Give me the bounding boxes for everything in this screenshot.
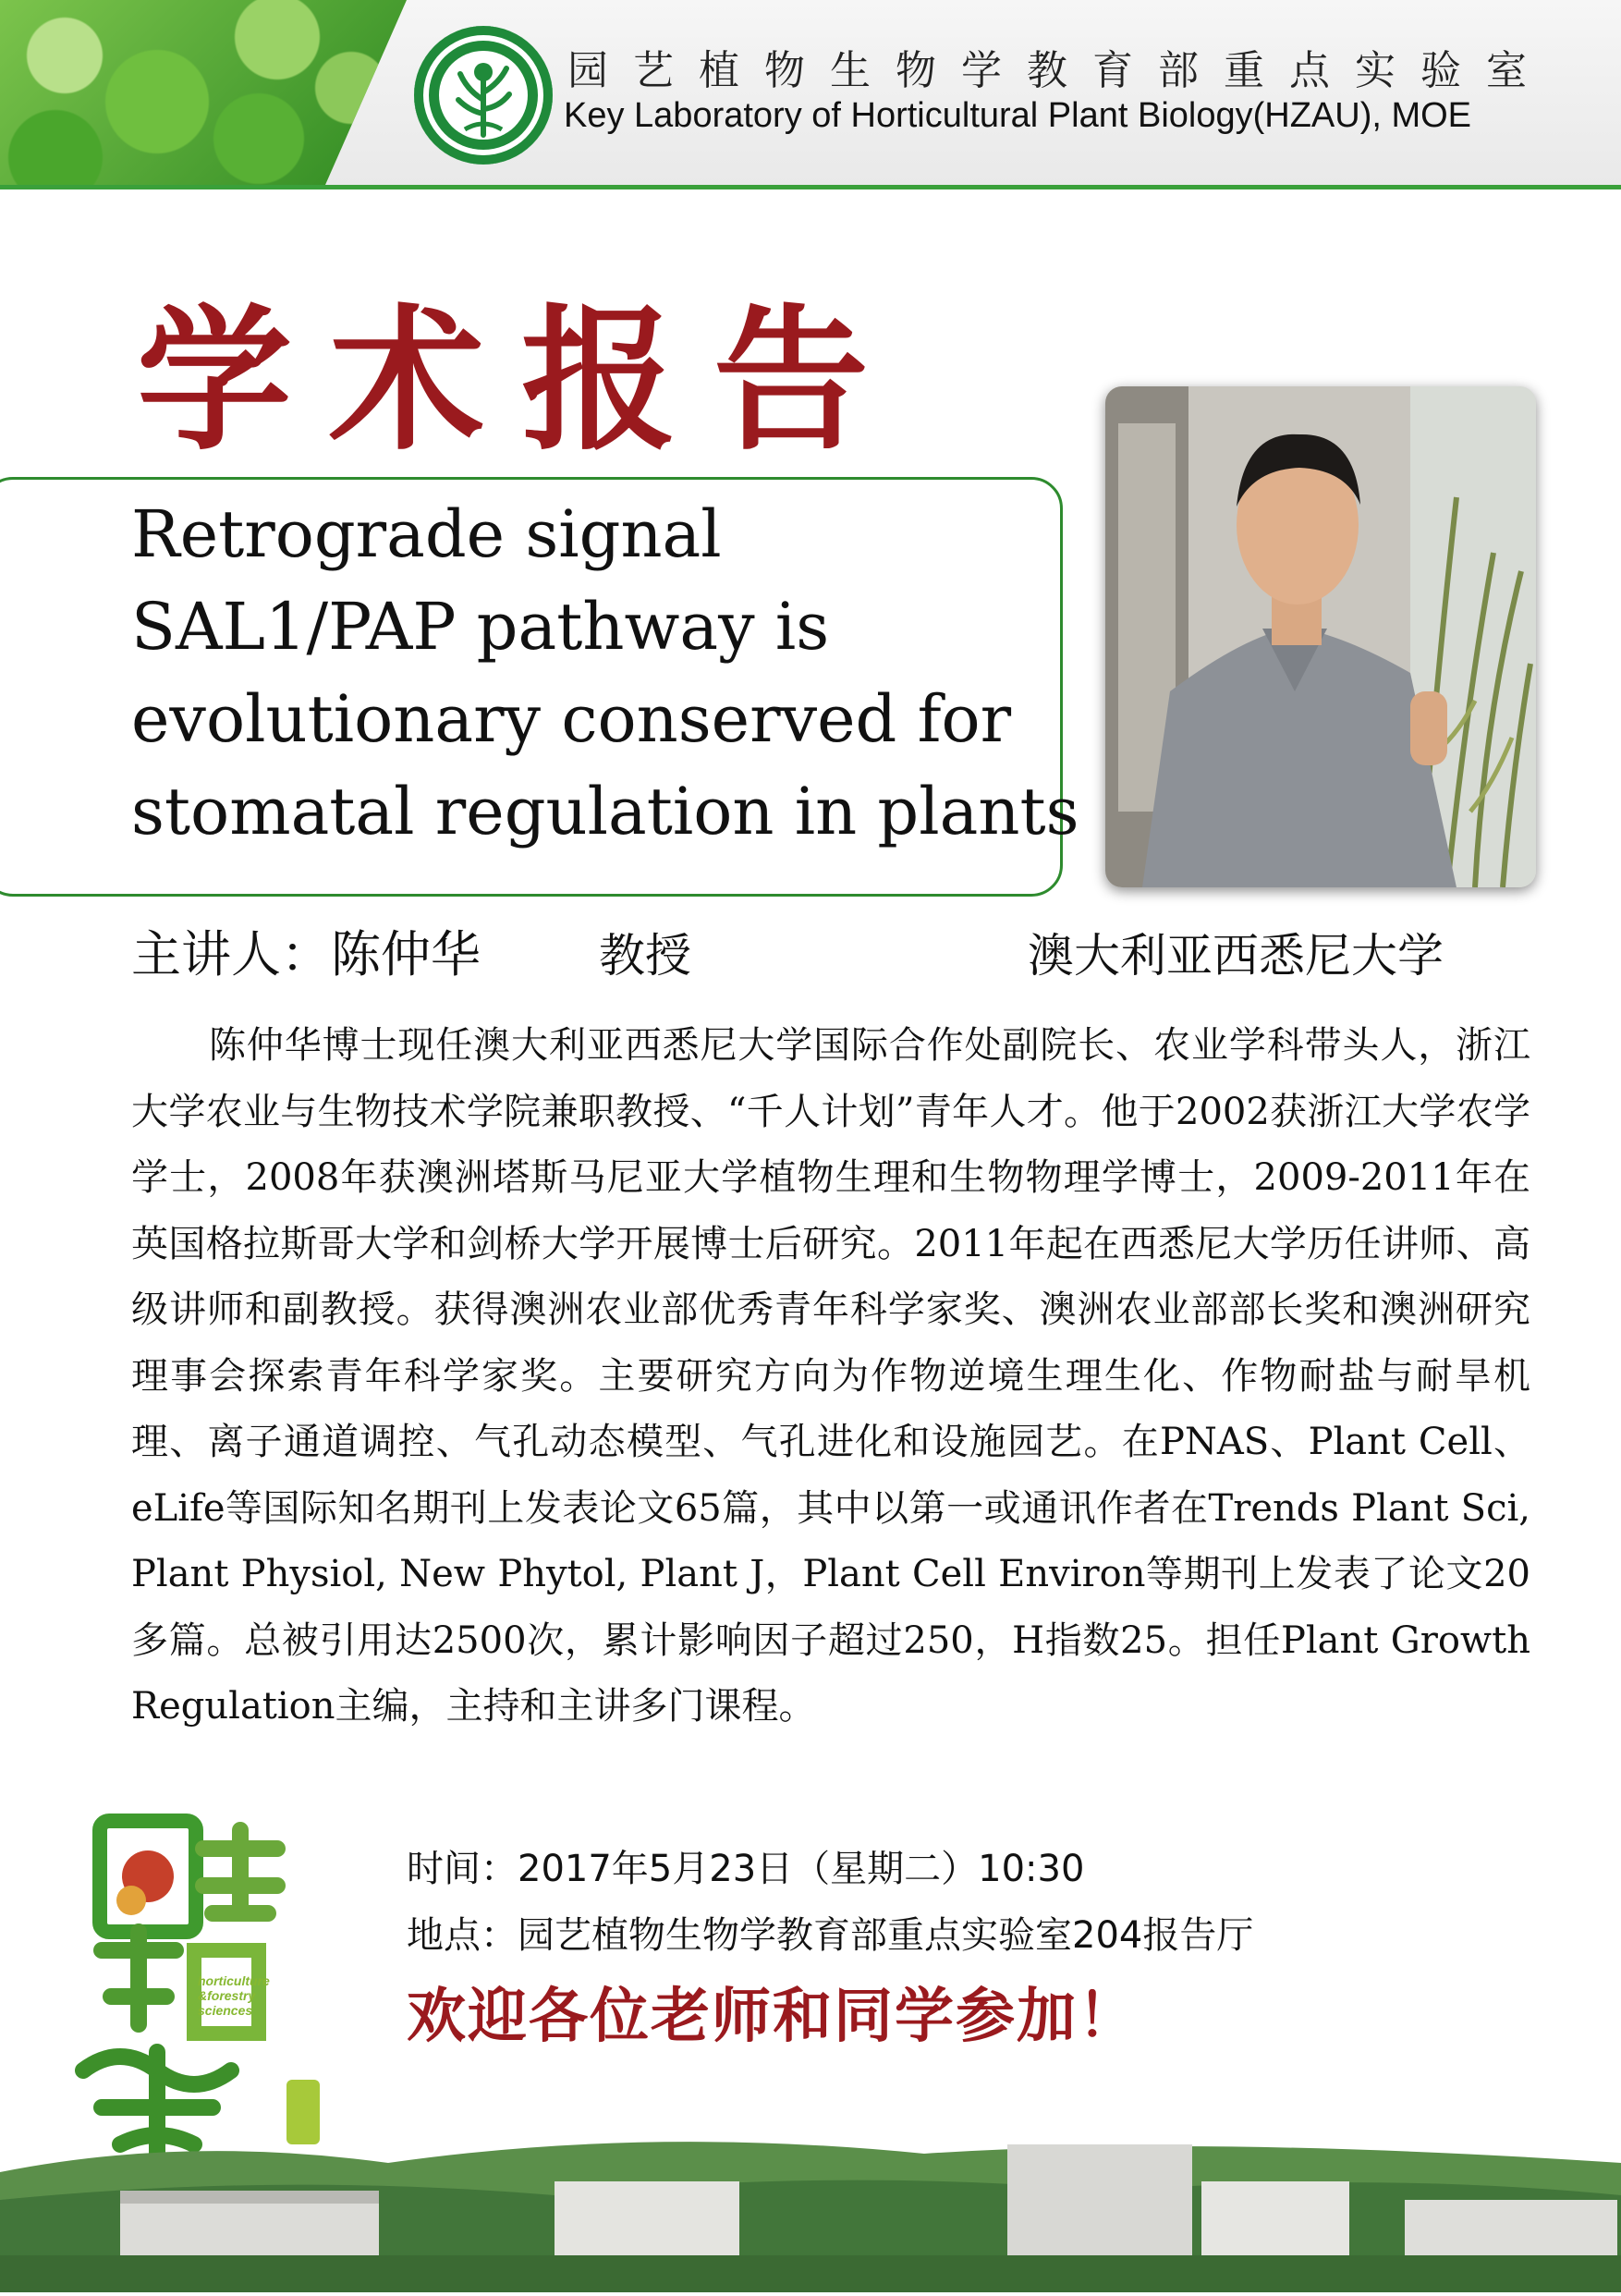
event-place: 地点：园艺植物生物学教育部重点实验室204报告厅 (407, 1914, 1254, 1957)
header-banner (0, 0, 1621, 189)
college-english-name (198, 1973, 270, 2018)
lab-name-chinese: 园艺植物生物学教育部重点实验室 (567, 47, 1552, 94)
college-english-line: horticulture (198, 1973, 270, 1988)
lab-emblem-icon (414, 26, 553, 165)
topic-line: stomatal regulation in plants (131, 774, 1079, 849)
topic-line: evolutionary conserved for (131, 681, 1012, 757)
campus-panorama-image (0, 2117, 1621, 2292)
college-english-line: sciences (198, 2003, 253, 2018)
speaker-title: 教授 (599, 929, 691, 983)
talk-topic (131, 488, 1079, 858)
speaker-info (131, 915, 1517, 983)
speaker-bio: 陈仲华博士现任澳大利亚西悉尼大学国际合作处副院长、农业学科带头人，浙江大学农业与生物技术学院兼职教授、“千人计划”青年人才。他于2002获浙江大学农学学士，2008年获澳洲塔斯马尼亚大学植物生理和生物物理学博士，2009-2011年在英国格拉斯哥大学和剑桥大学开展博士后研究。2011年起在西悉尼大学历任讲师、高级讲师和副教授。获得澳洲农业部优秀青年科学家奖、澳洲农业部部长奖和澳洲研究理事会探索青年科学家奖。主要研究方向为作物逆境生理生化、作物耐盐与耐旱机理、离子通道调控、气孔动态模型、气孔进化和设施园艺。在PNAS、Plant Cell、eLife等国际知名期刊上发表论文65篇，其中以第一或通讯作者在Trends Plant Sci, Plant Physiol, New Phytol, Plant J，Plant Cell Environ等期刊上发表了论文20 多篇。总被引用达2500次，累计影响因子超过250，H指数25。担任Plant Growth Regulation主编，主持和主讲多门课程。 (131, 1024, 1530, 1728)
speaker-photo (1105, 386, 1536, 887)
topic-line: SAL1/PAP pathway is (131, 589, 830, 665)
clover-leaves-image (0, 0, 407, 185)
lab-name-english: Key Laboratory of Horticultural Plant Biology(HZAU), MOE (564, 96, 1472, 135)
speaker-name: 主讲人：陈仲华 (131, 925, 481, 983)
college-english-line: &forestry (198, 1988, 256, 2003)
event-time: 时间：2017年5月23日（星期二）10:30 (407, 1848, 1085, 1890)
welcome-message: 欢迎各位老师和同学参加！ (407, 1983, 1139, 2051)
event-info (407, 1836, 1253, 1969)
topic-line: Retrograde signal (131, 496, 722, 572)
speaker-affiliation: 澳大利亚西悉尼大学 (1028, 929, 1444, 983)
poster-heading: 学术报告 (137, 290, 906, 471)
